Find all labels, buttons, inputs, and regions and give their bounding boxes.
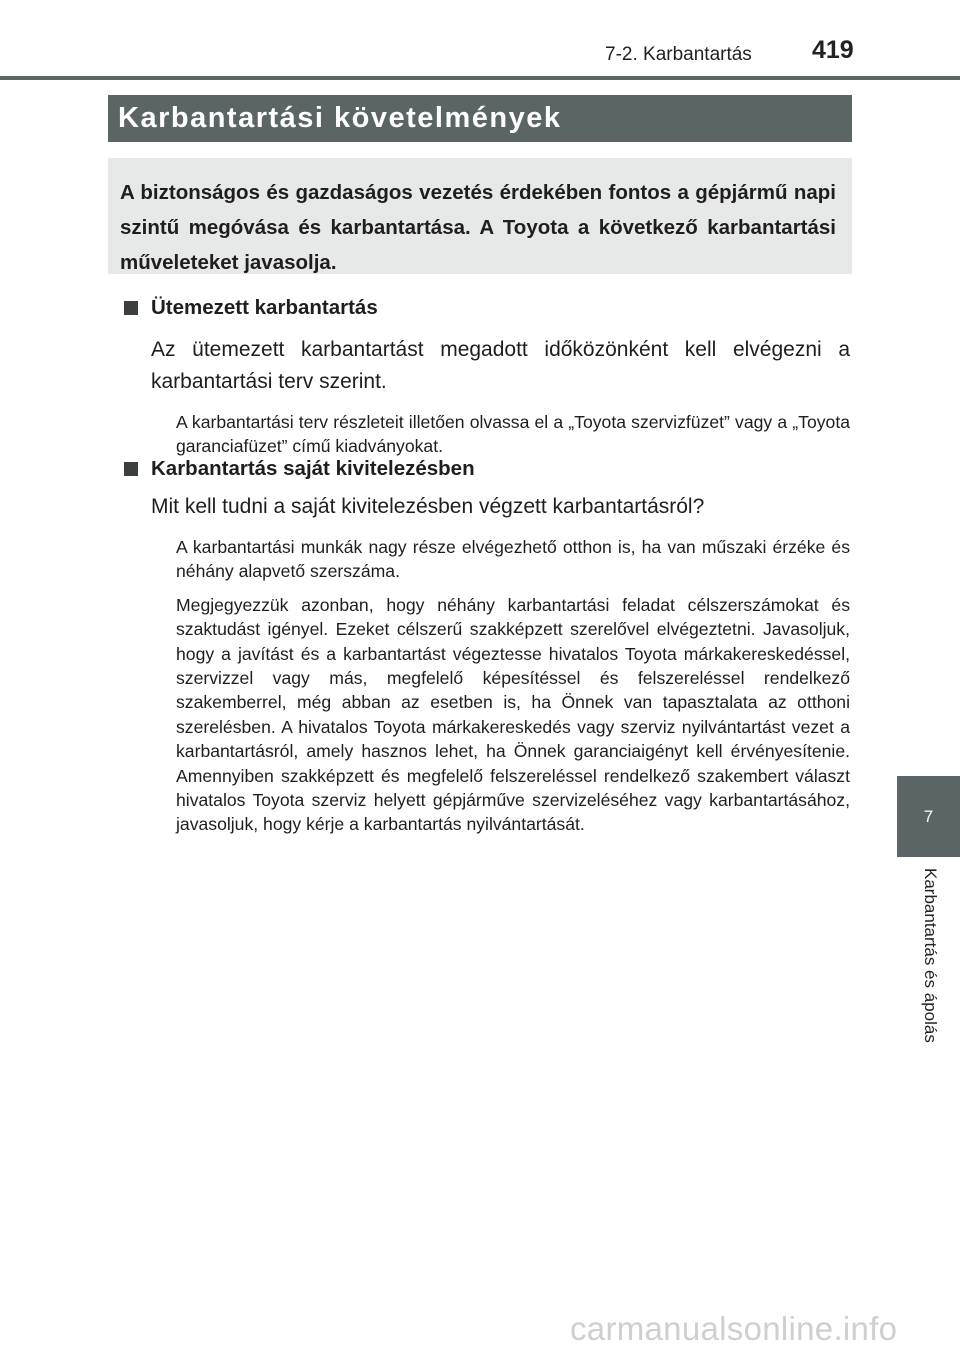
header-divider xyxy=(0,76,960,80)
section-body: Az ütemezett karbantartást megadott időközönként kell elvégezni a karbantartási terv szerint. xyxy=(151,338,850,393)
section-body: Mit kell tudni a saját kivitelezésben végzett karbantartásról? xyxy=(151,495,705,518)
chapter-number: 7 xyxy=(923,806,934,826)
section-note: A karbantartási terv részleteit illetően olvassa el a „Toyota szervizfüzet” vagy a „Toyota garanciafüzet” című kiadványokat. xyxy=(176,412,850,457)
chapter-tab xyxy=(897,776,960,857)
intro-box xyxy=(108,158,852,274)
watermark: carmanualsonline.info xyxy=(570,1310,898,1347)
section-heading xyxy=(124,294,850,322)
square-bullet-icon xyxy=(124,462,138,476)
section-scheduled-maintenance xyxy=(124,294,850,459)
page-title: Karbantartási követelmények xyxy=(118,102,562,134)
square-bullet-icon xyxy=(124,301,138,315)
section-note: Megjegyezzük azonban, hogy néhány karbantartási feladat célszerszámokat és szaktudást igényel. Ezeket célszerű szakképzett szerelővel elvégeztetni. Javasoljuk, hogy a javítást és a karbantartást végeztesse hivatalos Toyota márkakereskedéssel, szervizzel vagy más, megfelelő képesítéssel és felszereléssel rendelkező szakemberrel, még abban az esetben is, ha Önnek van tapasztalata az otthoni szerelésben. A hivatalos Toyota márkakereskedés vagy szerviz nyilvántartást vezet a karbantartásról, amely hasznos lehet, ha Önnek garanciaigényt kell érvényesítenie. Amennyiben szakképzett és megfelelő felszereléssel rendelkező szakembert választ hivatalos Toyota szerviz helyett gépjárműve szervizeléséhez vagy karbantartásához, javasoljuk, hogy kérje a karbantartás nyilvántartását. xyxy=(176,594,850,835)
section-heading-text: Ütemezett karbantartás xyxy=(151,296,378,319)
section-heading-text: Karbantartás saját kivitelezésben xyxy=(151,457,475,480)
section-note: A karbantartási munkák nagy része elvégezhető otthon is, ha van műszaki érzéke és néhány alapvető szerszáma. xyxy=(176,537,850,582)
section-diy-maintenance xyxy=(124,455,850,837)
chapter-label: Karbantartás és ápolás xyxy=(921,868,940,1043)
intro-text: A biztonságos és gazdaságos vezetés érdekében fontos a gépjármű napi szintű megóvása és karbantartása. A Toyota a következő karbantartási műveleteket javasolja. xyxy=(120,181,836,274)
page-number: 419 xyxy=(812,36,854,64)
section-heading xyxy=(124,455,850,483)
header-section-label: 7-2. Karbantartás xyxy=(605,44,752,65)
title-bar xyxy=(108,95,852,142)
